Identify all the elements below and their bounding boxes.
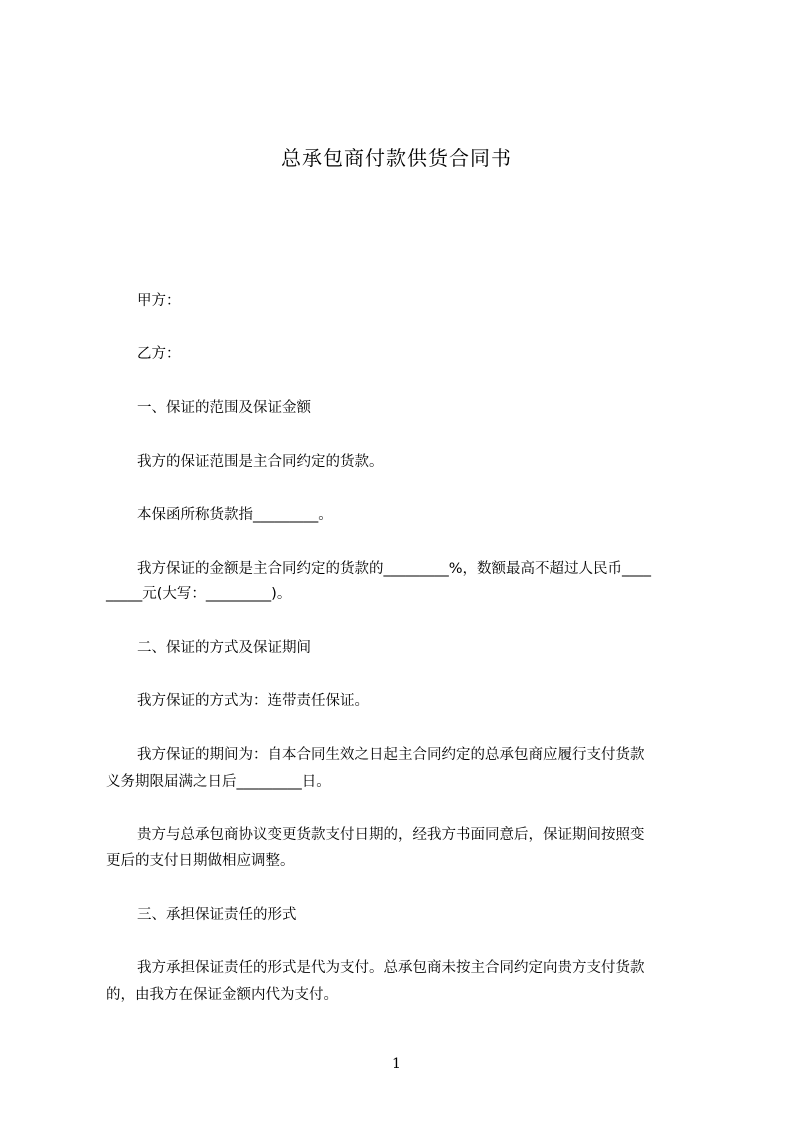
section2-paragraph1: 我方保证的方式为：连带责任保证。	[137, 693, 369, 709]
section2-paragraph2-line1: 我方保证的期间为：自本合同生效之日起主合同约定的总承包商应履行支付货款	[137, 747, 645, 763]
section1-paragraph2: 本保函所称货款指_________。	[137, 507, 333, 523]
section1-paragraph1: 我方的保证范围是主合同约定的货款。	[137, 454, 384, 470]
section2-paragraph3-line2: 更后的支付日期做相应调整。	[106, 853, 295, 869]
party-b-label: 乙方：	[137, 346, 181, 362]
section3-paragraph1-line1: 我方承担保证责任的形式是代为支付。总承包商未按主合同约定向贵方支付货款	[137, 960, 645, 976]
section3-paragraph1-line2: 的，由我方在保证金额内代为支付。	[106, 987, 338, 1003]
section3-heading: 三、承担保证责任的形式	[137, 907, 297, 923]
section1-paragraph3-line2: _____元(大写：_________)。	[106, 586, 292, 602]
section2-paragraph3-line1: 贵方与总承包商协议变更货款支付日期的，经我方书面同意后，保证期间按照变	[137, 827, 645, 843]
page-number: 1	[392, 1056, 401, 1072]
section1-heading: 一、保证的范围及保证金额	[137, 400, 311, 416]
party-a-label: 甲方：	[137, 293, 181, 309]
section1-paragraph3-line1: 我方保证的金额是主合同约定的货款的_________%，数额最高不超过人民币____	[137, 561, 652, 577]
section2-heading: 二、保证的方式及保证期间	[137, 640, 311, 656]
document-title: 总承包商付款供货合同书	[281, 146, 512, 170]
section2-paragraph2-line2: 义务期限届满之日后_________日。	[106, 774, 331, 790]
